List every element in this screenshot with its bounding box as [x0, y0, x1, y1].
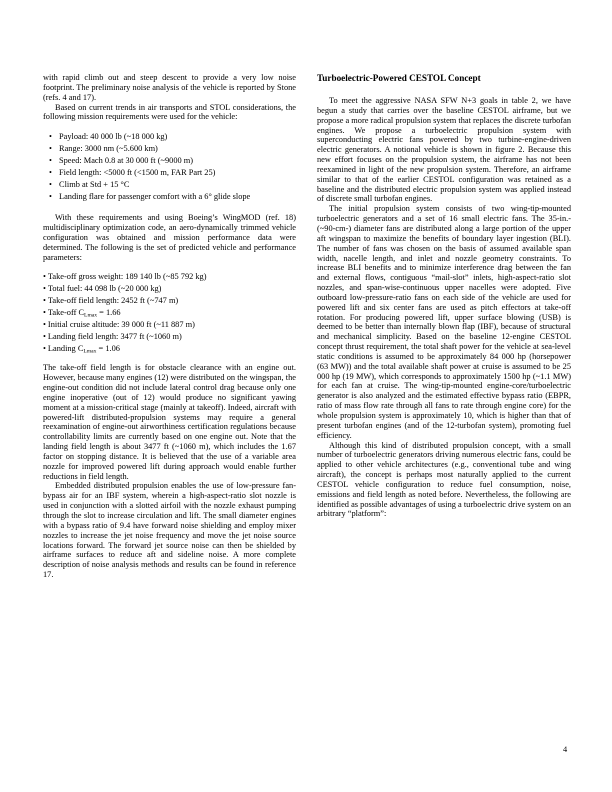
bullet-icon: • — [43, 331, 46, 341]
list-item: • Climb at Std + 15 °C — [49, 180, 130, 190]
requirements-intro-paragraph: Based on current trends in air transports and STOL considerations, the following mission requirements were used for the vehicle: — [43, 102, 296, 122]
bullet-icon: • — [49, 168, 52, 178]
embedded-propulsion-paragraph: Embedded distributed propulsion enables the use of low-pressure fan-bypass air for an IBF system, wherein a high-aspect-ratio slot nozzle is used in conjunction with a slotted airfoil with the nozzle exhaust pumping through the slot to increase circulation and lift. The small diameter engines with a bypass ratio of 9.4 have forward noise shielding and employ mixer nozzles to increase the jet noise frequency and move the jet noise source locations forward. The forward jet source noise can then be shielded by airframe surfaces to reduce aft and sideline noise. A more complete description of noise analysis methods and results can be found in reference 17. — [43, 481, 296, 580]
left-column — [43, 73, 296, 580]
intro-paragraph: with rapid climb out and steep descent to provide a very low noise footprint. The preliminary noise analysis of the vehicle is reported by Stone (refs. 4 and 17). — [43, 73, 296, 102]
bullet-icon: • — [49, 144, 52, 154]
list-item: • Take-off gross weight: 189 140 lb (~85 792 kg) — [43, 272, 207, 282]
list-item: • Total fuel: 44 098 lb (~20 000 kg) — [43, 284, 162, 294]
advantages-paragraph: Although this kind of distributed propulsion concept, with a small number of turboelectric generators driving numerous electric fans, could be applied to other vehicle architectures (e.g., conventional tube and wing aircraft), the concept is perhaps most naturally applied to the current CESTOL vehicle configuration to reduce fuel consumption, noise, emissions and field length as noted before. Nevertheless, the following are identified as possible advantages of using a turboelectric drive system on an arbitrary “platform”: — [317, 440, 571, 519]
performance-parameters-list — [43, 272, 296, 353]
bullet-icon: • — [49, 192, 52, 202]
field-length-paragraph: The take-off field length is for obstacle clearance with an engine out. However, because many engines (12) were distributed on the wingspan, the engine-out condition did not include lateral control drag because only one engine inoperative (out of 12) would produce no significant yawing moment at a mission-critical stage (mainly at takeoff). Indeed, aircraft with powered-lift distributed-propulsion systems may require a general reexamination of engine-out airworthiness certification regulations because controllability limits are currently based on one engine out. Note that the landing field length is about 3477 ft (~1060 m), which includes the 1.67 factor on stopping distance. It is believed that the use of a variable area nozzle for improved powered lift during approach would enable further reductions in field length. — [43, 363, 296, 481]
bullet-icon: • — [49, 156, 52, 166]
right-column — [317, 73, 571, 519]
mission-requirements-list — [43, 132, 296, 202]
list-item: • Initial cruise altitude: 39 000 ft (~11 887 m) — [43, 319, 195, 329]
bullet-icon: • — [49, 180, 52, 190]
concept-paragraph: To meet the aggressive NASA SFW N+3 goals in table 2, we have begun a study that carries over the baseline CESTOL airframe, but we propose a more radical propulsion system that replaces the discrete turbofan engines. We propose a turboelectric propulsion system with superconducting electric fans powered by two turbine-engine-driven electric generators. A notional vehicle is shown in figure 2. Because this new effort focuses on the propulsion system, the airframe has not been reexamined in light of the new propulsion system. Therefore, an airframe similar to that of the earlier CESTOL configuration was retained as a baseline and the distributed electric propulsion system was applied instead of discrete small turbofan engines. — [317, 96, 571, 204]
list-item: • Landing flare for passenger comfort with a 6° glide slope — [49, 192, 251, 202]
list-item: • Take-off $C_{Lmax} = 1.66$ — [43, 307, 121, 319]
propulsion-system-paragraph: The initial propulsion system consists of two wing-tip-mounted turboelectric generators and a set of 16 small electric fans. The 35-in.- (~90-cm-) diameter fans are distributed along a large portion of the upper aft wingspan to maximize the benefits of boundary layer ingestion (BLI). The number of fans was chosen on the basis of assumed available span width, nacelle length, and inlet and nozzle geometry constraints. To increase BLI benefits and to minimize interference drag between the fan and external flows, contiguous “mail-slot” inlets, high-aspect-ratio slot nozzles, and span-wise-continuous upper nacelles were adopted. Five outboard low-pressure-ratio fans on each side of the vehicle are used for powered lift and six center fans are used as pitch effectors at take-off rotation. For producing powered lift, upper surface blowing (USB) is deemed to be better than internally blown flap (IBF), because of structural and mechanical simplicity. Based on the baseline 12-engine CESTOL concept thrust requirement, the total shaft power for the vehicle at sea-level static conditions is assumed to be approximately 84 000 hp (horsepower (63 MW)) and the total available shaft power at cruise is assumed to be 25 000 hp (19 MW), which corresponds to approximately 1500 hp (~1.1 MW) for each fan at cruise. The wing-tip-mounted engine-core/turboelectric generator is also analyzed and the estimated effective bypass ratio (EBPR, ratio of mass flow rate through all fans to rate through engine core) for the whole propulsion system is approximately 10, which is higher than that of present turbofan engines (and of the 12-turbofan system), promoting fuel efficiency. — [317, 204, 571, 440]
bullet-icon: • — [43, 284, 46, 294]
bullet-icon: • — [43, 307, 46, 317]
list-item: • Landing $C_{Lmax} = 1.06$ — [43, 343, 120, 354]
bullet-icon: • — [49, 132, 52, 142]
section-heading: Turboelectric-Powered CESTOL Concept — [317, 73, 481, 83]
list-item: • Payload: 40 000 lb (~18 000 kg) — [49, 132, 168, 142]
list-item: • Take-off field length: 2452 ft (~747 m) — [43, 296, 179, 306]
list-item: • Field length: <5000 ft (<1500 m, FAR Part 25) — [49, 168, 216, 178]
bullet-icon: • — [43, 296, 46, 306]
list-item: • Range: 3000 nm (~5.600 km) — [49, 144, 158, 154]
bullet-icon: • — [43, 343, 46, 353]
list-item: • Speed: Mach 0.8 at 30 000 ft (~9000 m) — [49, 156, 194, 166]
performance-intro-paragraph: With these requirements and using Boeing’s WingMOD (ref. 18) multidisciplinary optimization code, an aero-dynamically trimmed vehicle configuration was obtained and mission performance data were determined. The following is the set of predicted vehicle and performance parameters: — [43, 213, 296, 262]
page-number: 4 — [563, 745, 568, 754]
bullet-icon: • — [43, 272, 46, 282]
list-item: • Landing field length: 3477 ft (~1060 m) — [43, 331, 182, 341]
bullet-icon: • — [43, 319, 46, 329]
